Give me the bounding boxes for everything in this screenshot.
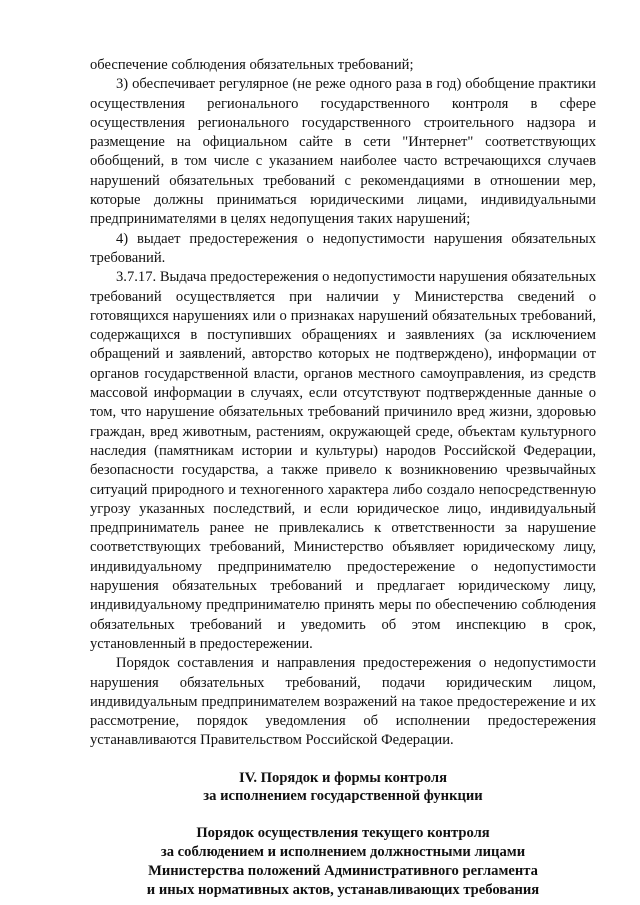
subsection-heading-line-2: за соблюдением и исполнением должностными лицами — [160, 844, 526, 861]
document-page — [90, 56, 596, 899]
section-heading — [90, 769, 596, 807]
section-heading-line-1: IV. Порядок и формы контроля — [239, 769, 447, 786]
paragraph-item-3: 3) обеспечивает регулярное (не реже одного раза в год) обобщение практики осуществления регионального государственного контроля в сфере осуществления регионального государственного строительного надзора и размещение на официальном сайте в сети "Интернет" соответствующих обобщений, в том числе с указанием наиболее часто встречающихся случаев нарушений обязательных требований с рекомендациями в отношении мер, которые должны приниматься юридическими лицами, индивидуальными предпринимателями в целях недопущения таких нарушений; — [90, 76, 596, 228]
spacer — [90, 751, 596, 769]
paragraph-item-4: 4) выдает предостережения о недопустимости нарушения обязательных требований. — [90, 230, 596, 266]
paragraph-continuation: обеспечение соблюдения обязательных требований; — [90, 57, 414, 73]
spacer — [90, 806, 596, 824]
paragraph-procedure: Порядок составления и направления предостережения о недопустимости нарушения обязательных требований, подачи юридическим лицом, индивидуальным предпринимателем возражений на такое предостережение и их рассмотрение, порядок уведомления об исполнении предостережения устанавливаются Правительством Российской Федерации. — [90, 655, 596, 749]
subsection-heading-line-4: и иных нормативных актов, устанавливающих требования — [146, 881, 540, 898]
section-heading-line-2: за исполнением государственной функции — [203, 788, 483, 805]
subsection-heading-line-1: Порядок осуществления текущего контроля — [196, 825, 490, 842]
subsection-heading — [90, 824, 596, 899]
paragraph-3-7-17: 3.7.17. Выдача предостережения о недопустимости нарушения обязательных требований осуществляется при наличии у Министерства сведений о готовящихся нарушениях или о признаках нарушений обязательных требований, содержащихся в поступивших обращениях и заявлениях (за исключением обращений и заявлений, авторство которых не подтверждено), информации от органов государственной власти, органов местного самоуправления, из средств массовой информации в случаях, если отсутствуют подтвержденные данные о том, что нарушение обязательных требований причинило вред жизни, здоровью граждан, вред животным, растениям, окружающей среде, объектам культурного наследия (памятникам истории и культуры) народов Российской Федерации, безопасности государства, а также привело к возникновению чрезвычайных ситуаций природного и техногенного характера либо создало непосредственную угрозу указанных последствий, и если юридическое лицо, индивидуальный предприниматель ранее не привлекались к ответственности за нарушение соответствующих требований, Министерство объявляет юридическому лицу, индивидуальному предпринимателю предостережение о недопустимости нарушения обязательных требований и предлагает юридическому лицу, индивидуальному предпринимателю принять меры по обеспечению соблюдения обязательных требований и уведомить об этом инспекцию в срок, установленный в предостережении. — [90, 269, 596, 652]
subsection-heading-line-3: Министерства положений Административного регламента — [148, 862, 538, 879]
